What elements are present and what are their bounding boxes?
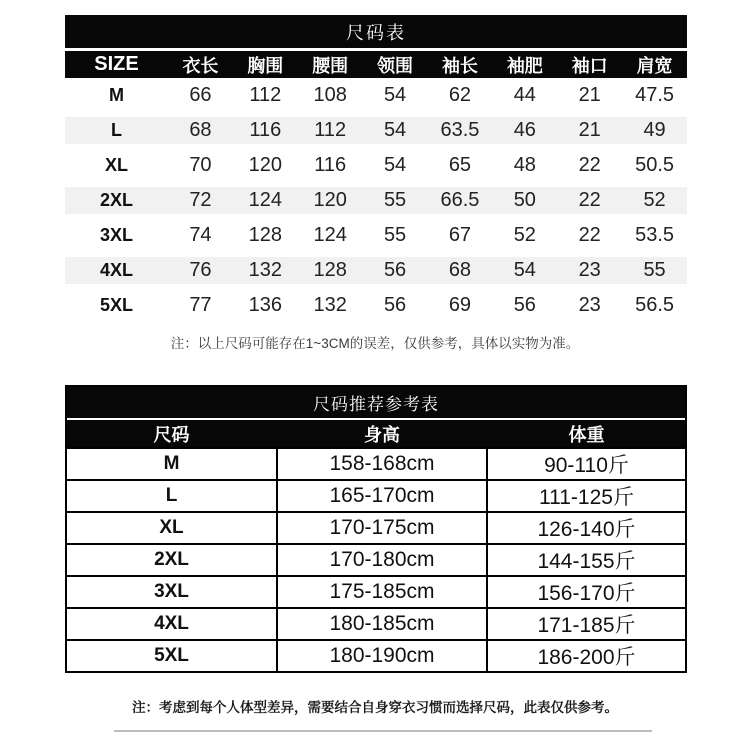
value-cell: 52 — [513, 224, 536, 246]
value-cell: 54 — [383, 84, 407, 106]
weight-cell: 144-155斤 — [537, 550, 636, 573]
value-cell: 65 — [448, 154, 472, 176]
value-cell: 55 — [383, 189, 407, 211]
value-cell: 46 — [513, 119, 536, 141]
table-row — [67, 543, 685, 575]
value-cell: 116 — [249, 119, 282, 141]
size-table — [65, 15, 687, 323]
value-cell: 22 — [578, 224, 601, 246]
value-cell: 124 — [248, 189, 282, 211]
size-label-cell: 5XL — [154, 645, 189, 666]
value-cell: 66.5 — [440, 189, 480, 211]
value-cell: 52 — [643, 189, 666, 211]
height-cell: 170-175cm — [276, 513, 488, 543]
value-cell: 66 — [189, 84, 212, 106]
height-cell: 158-168cm — [276, 449, 488, 479]
recommend-table — [65, 385, 687, 673]
value-cell: 116 — [314, 154, 347, 176]
column-header: 领围 — [377, 55, 414, 76]
weight-cell: 111-125斤 — [539, 486, 634, 509]
size-label-cell: XL — [159, 517, 184, 538]
weight-cell: 126-140斤 — [537, 518, 636, 541]
size-table-title: 尺码表 — [65, 15, 687, 48]
value-cell: 74 — [189, 224, 212, 246]
value-cell: 120 — [248, 154, 282, 176]
column-header-size: SIZE — [94, 53, 139, 75]
size-table-note: 注：以上尺码可能存在1~3CM的误差，仅供参考，具体以实物为准。 — [170, 336, 580, 351]
value-cell: 72 — [189, 189, 212, 211]
value-cell: 132 — [248, 259, 282, 281]
table-row — [65, 148, 687, 183]
value-cell: 77 — [189, 294, 212, 316]
size-label-cell: 4XL — [154, 613, 189, 634]
column-header: 腰围 — [312, 55, 349, 76]
value-cell: 124 — [313, 224, 347, 246]
size-label-cell: 3XL — [154, 581, 189, 602]
value-cell: 54 — [383, 119, 407, 141]
value-cell: 62 — [448, 84, 472, 106]
value-cell: 22 — [578, 189, 601, 211]
value-cell: 56 — [383, 294, 407, 316]
value-cell: 68 — [189, 119, 212, 141]
table-row — [67, 575, 685, 607]
column-header: 肩宽 — [636, 55, 673, 76]
size-label-cell: L — [111, 120, 122, 140]
table-row — [67, 607, 685, 639]
column-header: 袖长 — [441, 55, 478, 76]
value-cell: 50 — [513, 189, 536, 211]
value-cell: 132 — [313, 294, 347, 316]
size-label-cell: 5XL — [99, 295, 133, 315]
weight-cell: 171-185斤 — [537, 614, 636, 637]
value-cell: 70 — [189, 154, 212, 176]
height-cell: 170-180cm — [276, 545, 488, 575]
weight-cell: 90-110斤 — [544, 454, 629, 477]
value-cell: 23 — [578, 259, 601, 281]
value-cell: 112 — [314, 119, 347, 141]
height-cell: 180-185cm — [276, 609, 488, 639]
weight-cell: 156-170斤 — [537, 582, 636, 605]
column-header: 衣长 — [182, 55, 219, 76]
table-row — [65, 183, 687, 218]
value-cell: 22 — [578, 154, 601, 176]
value-cell: 112 — [249, 84, 282, 106]
table-row — [65, 78, 687, 113]
value-cell: 23 — [578, 294, 601, 316]
size-label-cell: 2XL — [154, 549, 189, 570]
value-cell: 128 — [248, 224, 282, 246]
value-cell: 55 — [383, 224, 407, 246]
value-cell: 21 — [578, 119, 601, 141]
value-cell: 48 — [513, 154, 536, 176]
table-row — [65, 218, 687, 253]
size-label-cell: 2XL — [99, 190, 133, 210]
column-header: 胸围 — [247, 55, 284, 76]
value-cell: 54 — [513, 259, 536, 281]
column-header: 尺码 — [153, 424, 190, 445]
table-row — [67, 511, 685, 543]
value-cell: 53.5 — [635, 224, 675, 246]
recommend-table-title: 尺码推荐参考表 — [67, 387, 685, 420]
recommend-table-note: 注：考虑到每个人体型差异，需要结合自身穿衣习惯而选择尺码，此表仅供参考。 — [132, 700, 618, 715]
size-label-cell: M — [163, 453, 180, 474]
value-cell: 63.5 — [440, 119, 480, 141]
size-label-cell: M — [109, 85, 124, 105]
value-cell: 50.5 — [635, 154, 675, 176]
value-cell: 44 — [513, 84, 536, 106]
table-row — [67, 447, 685, 479]
value-cell: 55 — [643, 259, 666, 281]
value-cell: 56 — [513, 294, 536, 316]
value-cell: 69 — [448, 294, 472, 316]
value-cell: 54 — [383, 154, 407, 176]
table-row — [67, 639, 685, 671]
value-cell: 67 — [448, 224, 472, 246]
value-cell: 56 — [383, 259, 407, 281]
value-cell: 120 — [313, 189, 347, 211]
value-cell: 56.5 — [635, 294, 675, 316]
recommend-table-header — [67, 420, 685, 447]
size-label-cell: 4XL — [99, 260, 133, 280]
size-label-cell: XL — [104, 155, 128, 175]
column-header: 袖口 — [571, 55, 608, 76]
value-cell: 49 — [643, 119, 666, 141]
table-row — [65, 288, 687, 323]
size-table-header — [65, 51, 687, 78]
value-cell: 21 — [578, 84, 601, 106]
table-row — [65, 253, 687, 288]
value-cell: 76 — [189, 259, 212, 281]
height-cell: 165-170cm — [276, 481, 488, 511]
bottom-divider — [114, 730, 652, 732]
height-cell: 175-185cm — [276, 577, 488, 607]
height-cell: 180-190cm — [276, 641, 488, 671]
column-header: 袖肥 — [506, 55, 543, 76]
value-cell: 128 — [313, 259, 347, 281]
weight-cell: 186-200斤 — [537, 646, 636, 669]
size-label-cell: 3XL — [99, 225, 133, 245]
column-header: 身高 — [364, 424, 400, 445]
value-cell: 108 — [313, 84, 347, 106]
value-cell: 136 — [248, 294, 282, 316]
size-label-cell: L — [165, 485, 178, 506]
value-cell: 47.5 — [635, 84, 675, 106]
value-cell: 68 — [448, 259, 472, 281]
table-row — [65, 113, 687, 148]
column-header: 体重 — [568, 424, 605, 445]
table-row — [67, 479, 685, 511]
